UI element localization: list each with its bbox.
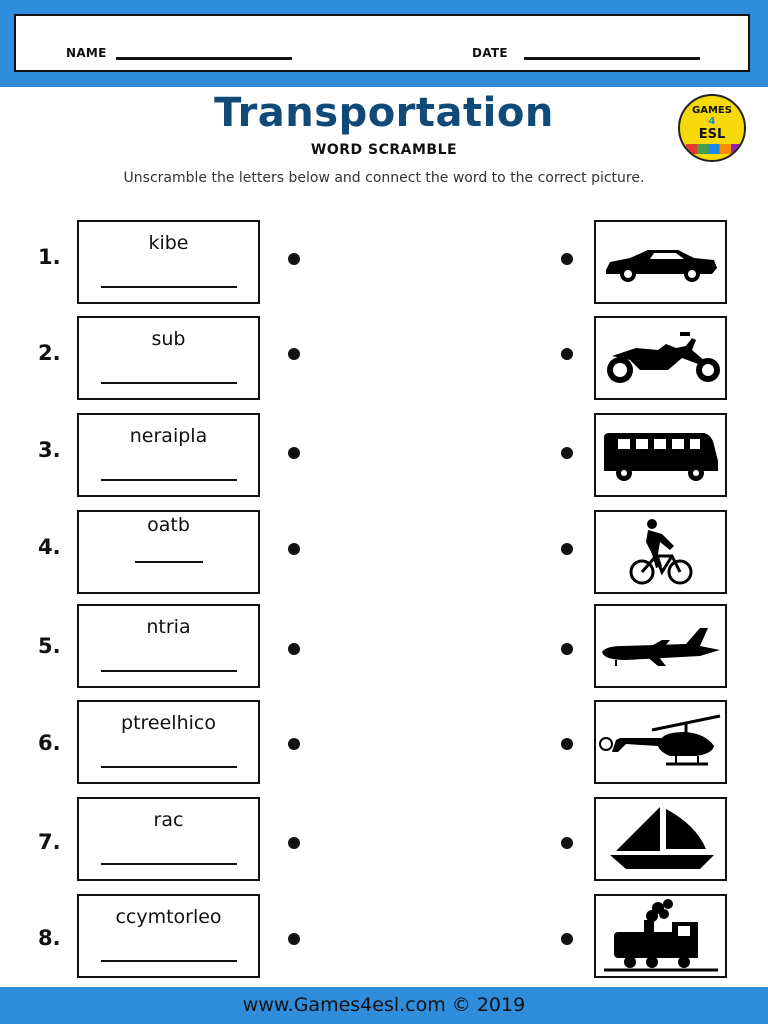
scrambled-word-6: ptreelhico xyxy=(121,712,216,734)
car-icon xyxy=(596,222,725,302)
bicycle-icon xyxy=(596,512,725,592)
logo-line-1: GAMES xyxy=(692,105,732,116)
row-number-7: 7. xyxy=(38,830,61,854)
right-dot-7[interactable] xyxy=(561,837,573,849)
picture-box-6 xyxy=(594,700,727,784)
word-box-3 xyxy=(77,413,260,497)
word-box-8 xyxy=(77,894,260,978)
row-number-3: 3. xyxy=(38,438,61,462)
scrambled-word-3: neraipla xyxy=(129,425,208,447)
word-box-6 xyxy=(77,700,260,784)
word-box-1 xyxy=(77,220,260,304)
logo-books xyxy=(686,144,742,154)
right-dot-3[interactable] xyxy=(561,447,573,459)
row-number-1: 1. xyxy=(38,245,61,269)
logo-line-3: ESL xyxy=(698,127,726,142)
right-dot-2[interactable] xyxy=(561,348,573,360)
bus-icon xyxy=(596,415,725,495)
scrambled-word-8: ccymtorleo xyxy=(115,906,222,928)
picture-box-4 xyxy=(594,510,727,594)
picture-box-3 xyxy=(594,413,727,497)
word-box-4 xyxy=(77,510,260,594)
left-dot-1[interactable] xyxy=(288,253,300,265)
answer-line-5[interactable] xyxy=(101,670,237,672)
train-icon xyxy=(596,896,725,976)
left-dot-6[interactable] xyxy=(288,738,300,750)
scrambled-word-4: oatb xyxy=(147,514,190,536)
row-number-8: 8. xyxy=(38,926,61,950)
picture-box-8 xyxy=(594,894,727,978)
row-number-6: 6. xyxy=(38,731,61,755)
left-dot-5[interactable] xyxy=(288,643,300,655)
word-box-7 xyxy=(77,797,260,881)
right-dot-5[interactable] xyxy=(561,643,573,655)
left-dot-3[interactable] xyxy=(288,447,300,459)
left-dot-2[interactable] xyxy=(288,348,300,360)
sailboat-icon xyxy=(596,799,725,879)
answer-line-8[interactable] xyxy=(101,960,237,962)
scrambled-word-2: sub xyxy=(151,328,186,350)
picture-box-5 xyxy=(594,604,727,688)
picture-box-1 xyxy=(594,220,727,304)
games4esl-logo xyxy=(678,94,746,162)
logo-line-2: 4 xyxy=(708,116,716,127)
name-label: NAME xyxy=(66,46,107,60)
row-number-2: 2. xyxy=(38,341,61,365)
answer-line-1[interactable] xyxy=(101,286,237,288)
instructions: Unscramble the letters below and connect the word to the correct picture. xyxy=(123,170,645,186)
scrambled-word-5: ntria xyxy=(146,616,191,638)
left-dot-4[interactable] xyxy=(288,543,300,555)
left-dot-8[interactable] xyxy=(288,933,300,945)
answer-line-2[interactable] xyxy=(101,382,237,384)
row-number-4: 4. xyxy=(38,535,61,559)
header-box xyxy=(14,14,750,72)
motorcycle-icon xyxy=(596,318,725,398)
answer-line-7[interactable] xyxy=(101,863,237,865)
airplane-icon xyxy=(596,606,725,686)
page-subtitle: WORD SCRAMBLE xyxy=(310,142,458,158)
picture-box-2 xyxy=(594,316,727,400)
right-dot-4[interactable] xyxy=(561,543,573,555)
scrambled-word-7: rac xyxy=(153,809,184,831)
row-number-5: 5. xyxy=(38,634,61,658)
word-box-2 xyxy=(77,316,260,400)
left-dot-7[interactable] xyxy=(288,837,300,849)
page-title: Transportation xyxy=(214,90,554,136)
right-dot-1[interactable] xyxy=(561,253,573,265)
footer-url: www.Games4esl.com © 2019 xyxy=(242,994,526,1016)
answer-line-6[interactable] xyxy=(101,766,237,768)
answer-line-3[interactable] xyxy=(101,479,237,481)
right-dot-8[interactable] xyxy=(561,933,573,945)
scrambled-word-1: kibe xyxy=(148,232,189,254)
helicopter-icon xyxy=(596,702,725,782)
answer-line-4[interactable] xyxy=(135,561,203,563)
right-dot-6[interactable] xyxy=(561,738,573,750)
name-field[interactable] xyxy=(116,57,292,60)
date-label: DATE xyxy=(472,46,508,60)
picture-box-7 xyxy=(594,797,727,881)
date-field[interactable] xyxy=(524,57,700,60)
word-box-5 xyxy=(77,604,260,688)
